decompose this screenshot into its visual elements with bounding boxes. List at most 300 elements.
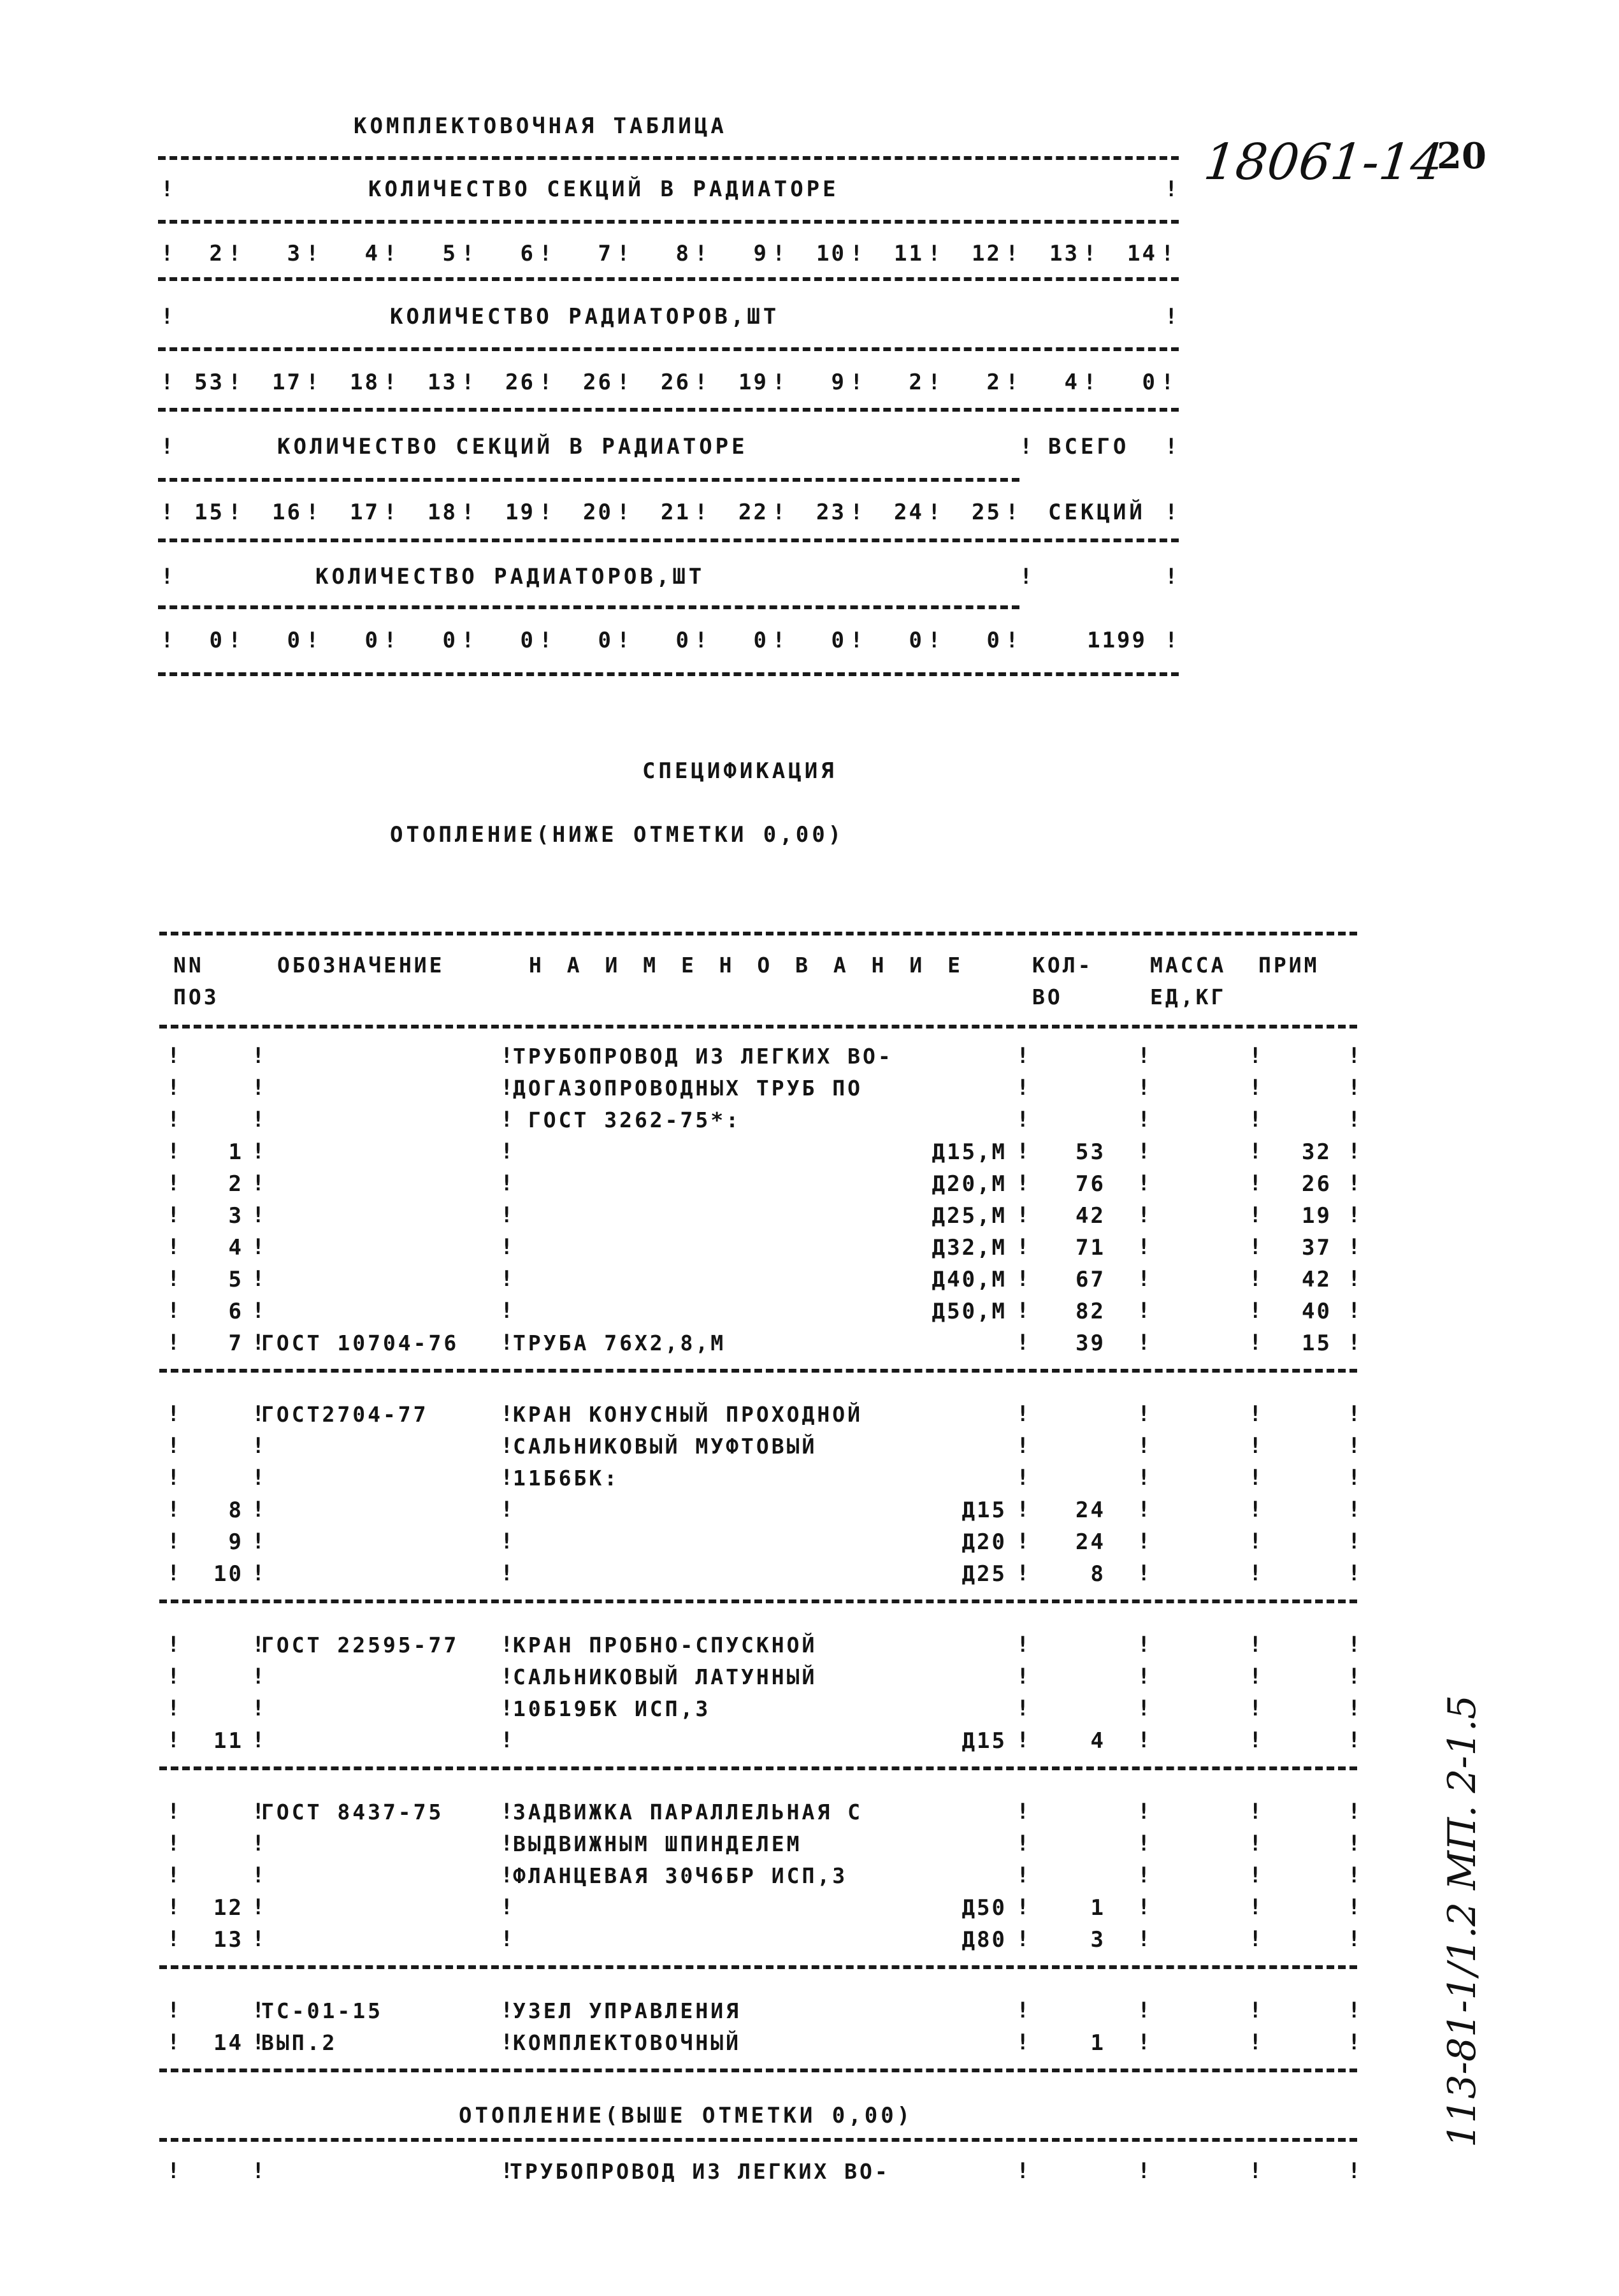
kit-table-title: КОМПЛЕКТОВОЧНАЯ ТАБЛИЦА bbox=[354, 113, 727, 139]
cell-separator: ! bbox=[500, 1171, 514, 1196]
cell-separator: ! bbox=[167, 1433, 180, 1459]
cell-separator: ! bbox=[1249, 1465, 1262, 1491]
item-quantity: 3 bbox=[1090, 1927, 1105, 1953]
item-quantity: 24 bbox=[1076, 1498, 1105, 1523]
item-size: Д32,М bbox=[932, 1235, 1007, 1260]
cell-separator: ! bbox=[1005, 370, 1019, 395]
item-size: Д15 bbox=[961, 1498, 1007, 1523]
cell-separator: ! bbox=[1249, 1234, 1262, 1260]
kit-radiator-count: 53 bbox=[194, 370, 224, 395]
item-size: Д25,М bbox=[932, 1203, 1007, 1229]
kit-radiator-count: 0 bbox=[753, 628, 768, 653]
cell-separator: ! bbox=[306, 628, 319, 653]
cell-separator: ! bbox=[167, 1043, 180, 1069]
cell-separator: ! bbox=[1016, 1998, 1030, 2023]
cell-separator: ! bbox=[617, 500, 630, 525]
cell-separator: ! bbox=[1249, 1799, 1262, 1824]
cell-separator: ! bbox=[1137, 1497, 1151, 1522]
item-size: Д25 bbox=[961, 1561, 1007, 1587]
cell-separator: ! bbox=[617, 370, 630, 395]
item-position: 8 bbox=[228, 1498, 243, 1523]
col-qty-header: КОЛ- bbox=[1032, 953, 1093, 978]
cell-separator: ! bbox=[1016, 1107, 1030, 1132]
cell-separator: ! bbox=[1137, 1401, 1151, 1427]
item-name: КРАН КОНУСНЫЙ ПРОХОДНОЙ bbox=[513, 1402, 863, 1427]
cell-separator: ! bbox=[500, 1863, 514, 1888]
cell-separator: ! bbox=[1016, 1895, 1030, 1920]
cell-separator: ! bbox=[228, 241, 241, 266]
item-position: 3 bbox=[228, 1203, 243, 1229]
cell-separator: ! bbox=[1016, 1266, 1030, 1292]
kit-section-count: 11 bbox=[894, 241, 924, 266]
cell-separator: ! bbox=[694, 370, 708, 395]
item-note: 42 bbox=[1302, 1267, 1332, 1292]
cell-separator: ! bbox=[1249, 1831, 1262, 1856]
handwritten-reference: 18061-14 bbox=[1201, 134, 1446, 191]
kit-sections-label-2: КОЛИЧЕСТВО СЕКЦИЙ В РАДИАТОРЕ bbox=[277, 434, 748, 459]
cell-separator: ! bbox=[539, 628, 552, 653]
cell-separator: ! bbox=[772, 628, 786, 653]
cell-separator: ! bbox=[1005, 241, 1019, 266]
cell-separator: ! bbox=[384, 370, 397, 395]
cell-separator: ! bbox=[772, 241, 786, 266]
item-position: 11 bbox=[213, 1728, 243, 1754]
cell-separator: ! bbox=[167, 1998, 180, 2023]
kit-section-count: 22 bbox=[738, 500, 768, 525]
col-pos-header-2: ПОЗ bbox=[173, 985, 219, 1009]
item-name: 11Б6БК: bbox=[513, 1466, 620, 1491]
cell-separator: ! bbox=[228, 370, 241, 395]
cell-separator: ! bbox=[500, 1561, 514, 1586]
kit-section-count: 2 bbox=[209, 241, 224, 266]
cell-separator: ! bbox=[252, 1171, 265, 1196]
cell-separator: ! bbox=[1249, 1863, 1262, 1888]
cell-separator: ! bbox=[1348, 1043, 1361, 1069]
cell-separator: ! bbox=[161, 241, 174, 266]
kit-radiator-count: 0 bbox=[520, 628, 535, 653]
cell-separator: ! bbox=[1137, 1529, 1151, 1554]
cell-separator: ! bbox=[167, 1107, 180, 1132]
cell-separator: ! bbox=[167, 1330, 180, 1355]
kit-radiator-count: 0 bbox=[442, 628, 457, 653]
cell-separator: ! bbox=[1348, 1266, 1361, 1292]
cell-separator: ! bbox=[539, 241, 552, 266]
cell-separator: ! bbox=[1249, 1075, 1262, 1101]
cell-separator: ! bbox=[1137, 1696, 1151, 1721]
item-designation: ГОСТ 10704-76 bbox=[261, 1331, 459, 1355]
cell-separator: ! bbox=[1348, 1497, 1361, 1522]
item-note: 37 bbox=[1302, 1235, 1332, 1260]
cell-separator: ! bbox=[1249, 2030, 1262, 2055]
cell-separator: ! bbox=[1348, 1561, 1361, 1586]
cell-separator: ! bbox=[1348, 1696, 1361, 1721]
item-size: Д15,М bbox=[932, 1139, 1007, 1165]
cell-separator: ! bbox=[1137, 1075, 1151, 1101]
cell-separator: ! bbox=[928, 628, 941, 653]
item-position: 12 bbox=[213, 1895, 243, 1921]
cell-separator: ! bbox=[1161, 241, 1174, 266]
kit-section-count: 25 bbox=[972, 500, 1002, 525]
item-name: ТРУБА 76Х2,8,М bbox=[513, 1331, 726, 1355]
item-name: ТРУБОПРОВОД ИЗ ЛЕГКИХ ВО- bbox=[513, 1044, 893, 1069]
kit-total-value: 1199 bbox=[1087, 628, 1147, 653]
kit-radiator-count: 0 bbox=[598, 628, 613, 653]
item-name: УЗЕЛ УПРАВЛЕНИЯ bbox=[513, 1998, 742, 2023]
cell-separator: ! bbox=[1005, 628, 1019, 653]
kit-radiator-count: 0 bbox=[909, 628, 924, 653]
item-size: Д15 bbox=[961, 1728, 1007, 1754]
cell-separator: ! bbox=[167, 1863, 180, 1888]
item-quantity: 71 bbox=[1076, 1235, 1105, 1260]
last-row: ! ! ! ТРУБОПРОВОД ИЗ ЛЕГКИХ ВО- ! ! ! ! bbox=[167, 2158, 1361, 2184]
cell-separator: ! bbox=[461, 241, 475, 266]
cell-separator: ! bbox=[167, 1831, 180, 1856]
item-size: Д50,М bbox=[932, 1299, 1007, 1324]
kit-section-count: 17 bbox=[350, 500, 380, 525]
cell-separator: ! bbox=[1348, 1075, 1361, 1101]
cell-separator: ! bbox=[1348, 1926, 1361, 1952]
cell-separator: ! bbox=[252, 2030, 265, 2055]
item-position: 10 bbox=[213, 1561, 243, 1587]
cell-separator: ! bbox=[167, 2030, 180, 2055]
cell-separator: ! bbox=[1249, 1266, 1262, 1292]
cell-separator: ! bbox=[252, 1107, 265, 1132]
item-name: 10Б19БК ИСП,3 bbox=[513, 1696, 711, 1721]
cell-separator: ! bbox=[1137, 1043, 1151, 1069]
group-divider bbox=[159, 1369, 1357, 1373]
cell-separator: ! bbox=[539, 500, 552, 525]
cell-separator: ! bbox=[1137, 1266, 1151, 1292]
cell-separator: ! bbox=[167, 1799, 180, 1824]
cell-separator: ! bbox=[228, 628, 241, 653]
cell-separator: ! bbox=[252, 1043, 265, 1069]
kit-section-count: 16 bbox=[272, 500, 302, 525]
cell-separator: ! bbox=[167, 1401, 180, 1427]
cell-separator: ! bbox=[461, 628, 475, 653]
item-position: 13 bbox=[213, 1927, 243, 1953]
cell-separator: ! bbox=[228, 500, 241, 525]
group-divider bbox=[159, 2069, 1357, 2072]
cell-separator: ! bbox=[694, 241, 708, 266]
kit-section-count: 3 bbox=[287, 241, 302, 266]
cell-separator: ! bbox=[167, 1664, 180, 1689]
cell-separator: ! bbox=[167, 1632, 180, 1657]
cell-separator: ! bbox=[1137, 1799, 1151, 1824]
kit-section-count: 13 bbox=[1049, 241, 1079, 266]
kit-radiator-count: 0 bbox=[287, 628, 302, 653]
cell-separator: ! bbox=[500, 2030, 514, 2055]
item-position: 9 bbox=[228, 1529, 243, 1555]
cell-separator: ! bbox=[252, 1895, 265, 1920]
kit-radiator-count: 26 bbox=[583, 370, 613, 395]
item-size: Д50 bbox=[961, 1895, 1007, 1921]
item-quantity: 1 bbox=[1090, 2030, 1105, 2056]
kit-radiator-count: 9 bbox=[831, 370, 846, 395]
cell-separator: ! bbox=[1348, 1171, 1361, 1196]
cell-separator: ! bbox=[384, 628, 397, 653]
spec-subtitle-2: ОТОПЛЕНИЕ(ВЫШЕ ОТМЕТКИ 0,00) bbox=[459, 2103, 914, 2128]
cell-separator: ! bbox=[500, 1926, 514, 1952]
cell-separator: ! bbox=[1016, 1799, 1030, 1824]
kit-section-count: 21 bbox=[661, 500, 691, 525]
cell-separator: ! bbox=[539, 370, 552, 395]
cell-separator: ! bbox=[1348, 1234, 1361, 1260]
cell-separator: ! bbox=[500, 1998, 514, 2023]
cell-separator: ! bbox=[1137, 1298, 1151, 1324]
cell-separator: ! bbox=[1083, 241, 1097, 266]
cell-separator: ! bbox=[772, 370, 786, 395]
kit-sections-label-1: КОЛИЧЕСТВО СЕКЦИЙ В РАДИАТОРЕ bbox=[368, 177, 839, 202]
item-quantity: 39 bbox=[1076, 1331, 1105, 1356]
cell-separator: ! bbox=[500, 1632, 514, 1657]
cell-separator: ! bbox=[1348, 1664, 1361, 1689]
col-designation-header: ОБОЗНАЧЕНИЕ bbox=[277, 953, 445, 978]
cell-separator: ! bbox=[1016, 1831, 1030, 1856]
cell-separator: ! bbox=[1137, 1895, 1151, 1920]
kit-radiator-count: 0 bbox=[675, 628, 691, 653]
cell-separator: ! bbox=[500, 1696, 514, 1721]
col-mass-header: МАССА bbox=[1150, 953, 1227, 978]
cell-separator: ! bbox=[252, 1075, 265, 1101]
cell-separator: ! bbox=[1249, 1728, 1262, 1753]
cell-separator: ! bbox=[167, 1696, 180, 1721]
cell-separator: ! bbox=[1249, 1401, 1262, 1427]
kit-section-count: 7 bbox=[598, 241, 613, 266]
cell-separator: ! bbox=[500, 1234, 514, 1260]
cell-separator: ! bbox=[161, 370, 174, 395]
cell-separator: ! bbox=[1016, 1139, 1030, 1164]
item-designation: ВЫП.2 bbox=[261, 2030, 338, 2055]
group-divider bbox=[159, 1599, 1357, 1603]
cell-separator: ! bbox=[1249, 1696, 1262, 1721]
cell-separator: ! bbox=[928, 500, 941, 525]
cell-separator: ! bbox=[1249, 1202, 1262, 1228]
cell-separator: ! bbox=[1137, 1561, 1151, 1586]
cell-separator: ! bbox=[1016, 1075, 1030, 1101]
item-position: 6 bbox=[228, 1299, 243, 1324]
item-name: КРАН ПРОБНО-СПУСКНОЙ bbox=[513, 1633, 817, 1657]
kit-radiator-count: 18 bbox=[350, 370, 380, 395]
item-quantity: 4 bbox=[1090, 1728, 1105, 1754]
cell-separator: ! bbox=[1348, 1799, 1361, 1824]
cell-separator: ! bbox=[1137, 1465, 1151, 1491]
cell-separator: ! bbox=[461, 500, 475, 525]
cell-separator: ! bbox=[1348, 1107, 1361, 1132]
cell-separator: ! bbox=[252, 1298, 265, 1324]
kit-section-count: 10 bbox=[816, 241, 846, 266]
cell-separator: ! bbox=[384, 241, 397, 266]
cell-separator: ! bbox=[1249, 1497, 1262, 1522]
cell-separator: ! bbox=[1348, 1298, 1361, 1324]
cell-separator: ! bbox=[384, 500, 397, 525]
kit-section-count: 12 bbox=[972, 241, 1002, 266]
kit-radiator-count: 0 bbox=[1142, 370, 1157, 395]
kit-radiators-label-2: КОЛИЧЕСТВО РАДИАТОРОВ,ШТ bbox=[315, 564, 705, 589]
cell-separator: ! bbox=[1348, 1998, 1361, 2023]
item-quantity: 8 bbox=[1090, 1561, 1105, 1587]
cell-separator: ! bbox=[1016, 2030, 1030, 2055]
cell-separator: ! bbox=[1016, 1863, 1030, 1888]
cell-separator: ! bbox=[1249, 1895, 1262, 1920]
cell-separator: ! bbox=[306, 241, 319, 266]
cell-separator: ! bbox=[1249, 1926, 1262, 1952]
cell-separator: ! bbox=[167, 1895, 180, 1920]
cell-separator: ! bbox=[1348, 1139, 1361, 1164]
kit-radiator-count: 2 bbox=[986, 370, 1002, 395]
cell-separator: ! bbox=[167, 1728, 180, 1753]
kit-radiator-count: 26 bbox=[505, 370, 535, 395]
cell-separator: ! bbox=[850, 500, 863, 525]
cell-separator: ! bbox=[1016, 1298, 1030, 1324]
cell-separator: ! bbox=[500, 1433, 514, 1459]
col-qty-header-2: ВО bbox=[1032, 985, 1063, 1009]
cell-separator: ! bbox=[161, 500, 174, 525]
cell-separator: ! bbox=[1249, 1330, 1262, 1355]
cell-separator: ! bbox=[1016, 1664, 1030, 1689]
cell-separator: ! bbox=[1016, 1401, 1030, 1427]
cell-separator: ! bbox=[1348, 1465, 1361, 1491]
cell-separator: ! bbox=[1016, 1561, 1030, 1586]
cell-separator: ! bbox=[252, 1831, 265, 1856]
cell-separator: ! bbox=[167, 1561, 180, 1586]
item-position: 4 bbox=[228, 1235, 243, 1260]
cell-separator: ! bbox=[252, 1863, 265, 1888]
kit-section-count: 9 bbox=[753, 241, 768, 266]
cell-separator: ! bbox=[1348, 1863, 1361, 1888]
item-name: САЛЬНИКОВЫЙ ЛАТУННЫЙ bbox=[513, 1664, 817, 1689]
cell-separator: ! bbox=[500, 1728, 514, 1753]
item-position: 2 bbox=[228, 1171, 243, 1197]
group-divider bbox=[159, 1965, 1357, 1969]
cell-separator: ! bbox=[167, 1075, 180, 1101]
item-name: ФЛАНЦЕВАЯ 30Ч6БР ИСП,3 bbox=[513, 1863, 848, 1888]
cell-separator: ! bbox=[928, 241, 941, 266]
item-quantity: 1 bbox=[1090, 1895, 1105, 1921]
spec-subtitle: ОТОПЛЕНИЕ(НИЖЕ ОТМЕТКИ 0,00) bbox=[390, 822, 845, 848]
cell-separator: ! bbox=[1348, 2030, 1361, 2055]
kit-radiator-count: 0 bbox=[209, 628, 224, 653]
group-divider bbox=[159, 1766, 1357, 1770]
item-size: Д40,М bbox=[932, 1267, 1007, 1292]
cell-separator: ! bbox=[772, 500, 786, 525]
cell-separator: ! bbox=[1161, 370, 1174, 395]
cell-separator: ! bbox=[1016, 1632, 1030, 1657]
item-designation: ГОСТ 8437-75 bbox=[261, 1800, 444, 1824]
item-position: 5 bbox=[228, 1267, 243, 1292]
cell-separator: ! bbox=[252, 1529, 265, 1554]
cell-separator: ! bbox=[500, 1465, 514, 1491]
kit-radiator-count: 19 bbox=[738, 370, 768, 395]
item-position: 1 bbox=[228, 1139, 243, 1165]
cell-separator: ! bbox=[1348, 1433, 1361, 1459]
cell-separator: ! bbox=[1348, 1401, 1361, 1427]
cell-separator: ! bbox=[167, 1497, 180, 1522]
cell-separator: ! bbox=[252, 1632, 265, 1657]
page-number: 20 bbox=[1437, 135, 1486, 177]
kit-total-label-1: ВСЕГО bbox=[1048, 434, 1130, 459]
cell-separator: ! bbox=[167, 1465, 180, 1491]
cell-separator: ! bbox=[500, 1831, 514, 1856]
cell-separator: ! bbox=[850, 370, 863, 395]
cell-separator: ! bbox=[1016, 1202, 1030, 1228]
cell-separator: ! bbox=[252, 1401, 265, 1427]
item-name: ДОГАЗОПРОВОДНЫХ ТРУБ ПО bbox=[513, 1076, 863, 1101]
cell-separator: ! bbox=[1137, 1330, 1151, 1355]
cell-separator: ! bbox=[1016, 1171, 1030, 1196]
cell-separator: ! bbox=[252, 1561, 265, 1586]
kit-section-count: 4 bbox=[364, 241, 380, 266]
cell-separator: ! bbox=[1016, 1330, 1030, 1355]
cell-separator: ! bbox=[1137, 1926, 1151, 1952]
item-note: 32 bbox=[1302, 1139, 1332, 1165]
cell-separator: ! bbox=[252, 1696, 265, 1721]
cell-separator: ! bbox=[167, 1529, 180, 1554]
cell-separator: ! bbox=[500, 1330, 514, 1355]
cell-separator: ! bbox=[1249, 1529, 1262, 1554]
item-name: САЛЬНИКОВЫЙ МУФТОВЫЙ bbox=[513, 1434, 817, 1459]
kit-section-count: 19 bbox=[505, 500, 535, 525]
cell-separator: ! bbox=[306, 500, 319, 525]
cell-separator: ! bbox=[1137, 1664, 1151, 1689]
cell-separator: ! bbox=[1016, 1696, 1030, 1721]
cell-separator: ! bbox=[1016, 1433, 1030, 1459]
kit-radiator-count: 4 bbox=[1064, 370, 1079, 395]
kit-radiator-count: 0 bbox=[831, 628, 846, 653]
kit-radiator-count: 0 bbox=[364, 628, 380, 653]
cell-separator: ! bbox=[617, 628, 630, 653]
cell-separator: ! bbox=[1137, 1107, 1151, 1132]
cell-separator: ! bbox=[167, 1139, 180, 1164]
cell-separator: ! bbox=[1016, 1728, 1030, 1753]
item-name: ЗАДВИЖКА ПАРАЛЛЕЛЬНАЯ С bbox=[513, 1800, 863, 1824]
item-position: 7 bbox=[228, 1331, 243, 1356]
item-size: Д20 bbox=[961, 1529, 1007, 1555]
cell-separator: ! bbox=[1348, 1895, 1361, 1920]
item-quantity: 24 bbox=[1076, 1529, 1105, 1555]
cell-separator: ! bbox=[1137, 1171, 1151, 1196]
cell-separator: ! bbox=[500, 1266, 514, 1292]
cell-separator: ! bbox=[1137, 1632, 1151, 1657]
cell-separator: ! bbox=[500, 1799, 514, 1824]
last-row-name: ТРУБОПРОВОД ИЗ ЛЕГКИХ ВО- bbox=[510, 2159, 890, 2184]
item-quantity: 53 bbox=[1076, 1139, 1105, 1165]
cell-separator: ! bbox=[617, 241, 630, 266]
item-quantity: 82 bbox=[1076, 1299, 1105, 1324]
item-quantity: 42 bbox=[1076, 1203, 1105, 1229]
item-designation: ГОСТ2704-77 bbox=[261, 1402, 429, 1427]
col-pos-header: NN bbox=[173, 953, 204, 978]
spec-title: СПЕЦИФИКАЦИЯ bbox=[642, 758, 837, 784]
kit-radiator-count: 2 bbox=[909, 370, 924, 395]
cell-separator: ! bbox=[1348, 1529, 1361, 1554]
kit-section-count: 23 bbox=[816, 500, 846, 525]
cell-separator: ! bbox=[1137, 1863, 1151, 1888]
cell-separator: ! bbox=[500, 1202, 514, 1228]
col-note-header: ПРИМ bbox=[1258, 953, 1320, 978]
cell-separator: ! bbox=[252, 1926, 265, 1952]
cell-separator: ! bbox=[1137, 1139, 1151, 1164]
cell-separator: ! bbox=[252, 1799, 265, 1824]
item-name: ГОСТ 3262-75*: bbox=[513, 1108, 742, 1132]
cell-separator: ! bbox=[500, 1664, 514, 1689]
cell-separator: ! bbox=[850, 628, 863, 653]
cell-separator: ! bbox=[1348, 1831, 1361, 1856]
cell-separator: ! bbox=[167, 1202, 180, 1228]
item-note: 40 bbox=[1302, 1299, 1332, 1324]
cell-separator: ! bbox=[1249, 1171, 1262, 1196]
item-size: Д20,М bbox=[932, 1171, 1007, 1197]
cell-separator: ! bbox=[1137, 1728, 1151, 1753]
